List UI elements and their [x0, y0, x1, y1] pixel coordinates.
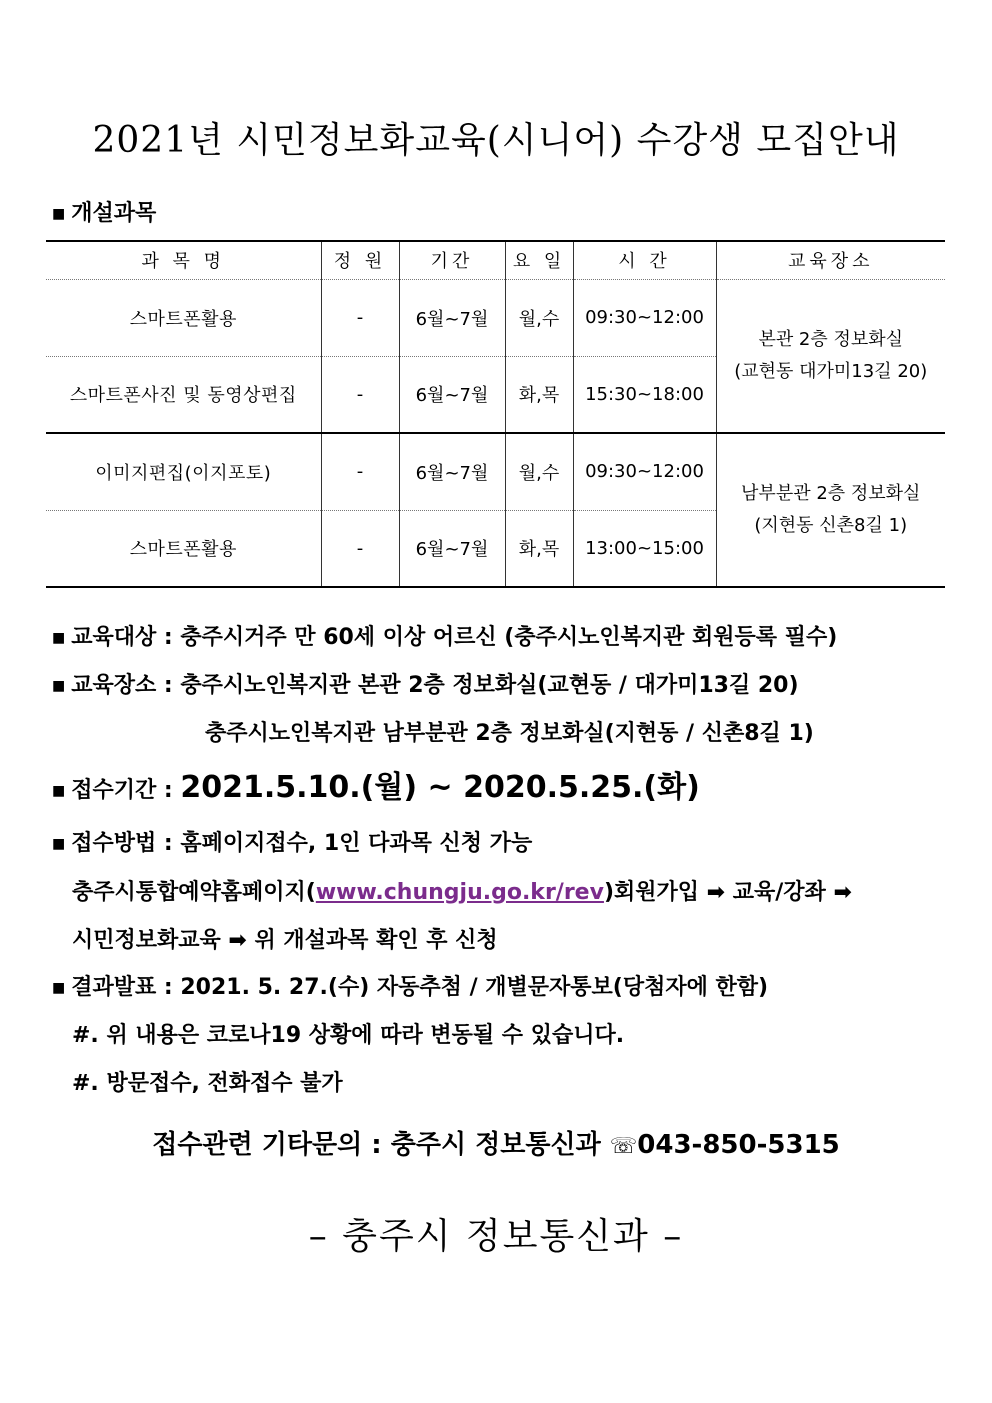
course-period: 6월~7월: [399, 279, 505, 356]
course-time: 13:00~15:00: [573, 510, 716, 587]
course-period: 6월~7월: [399, 356, 505, 433]
footer-org: – 충주시 정보통신과 –: [308, 1216, 684, 1257]
header-period: 기간: [399, 241, 505, 279]
course-capacity: -: [321, 510, 399, 587]
course-days: 화,목: [505, 356, 573, 433]
info-value: 충주시노인복지관 본관 2층 정보화실(교현동 / 대가미13길 20): [180, 673, 799, 698]
course-name: 스마트폰사진 및 동영상편집: [46, 356, 321, 433]
info-target: [52, 620, 837, 651]
course-days: 월,수: [505, 433, 573, 510]
info-label: 접수기간 :: [71, 778, 181, 803]
header-course-name: 과 목 명: [46, 241, 321, 279]
info-venue-line2: 충주시노인복지관 남부분관 2층 정보화실(지현동 / 신촌8길 1): [205, 721, 814, 746]
note-no-visit: #. 방문접수, 전화접수 불가: [72, 1071, 343, 1096]
header-time: 시 간: [573, 241, 716, 279]
section-heading-courses: [52, 196, 156, 227]
header-days: 요 일: [505, 241, 573, 279]
square-bullet-icon: ■: [52, 206, 66, 222]
location-line1: 남부분관 2층 정보화실: [741, 483, 921, 504]
info-label: 교육대상 :: [71, 625, 181, 650]
course-capacity: -: [321, 433, 399, 510]
contact-line: [0, 1124, 992, 1161]
contact-phone: 043-850-5315: [637, 1130, 840, 1160]
info-method-line2: [72, 875, 852, 906]
info-value: 2021. 5. 27.(수) 자동추첨 / 개별문자통보(당첨자에 한함): [180, 975, 769, 1000]
info-period: [52, 762, 700, 806]
info-value: 충주시거주 만 60세 이상 어르신 (충주시노인복지관 회원등록 필수): [180, 625, 838, 650]
course-time: 09:30~12:00: [573, 279, 716, 356]
info-result: [52, 970, 768, 1001]
location-line2: (교현동 대가미13길 20): [734, 360, 928, 382]
course-name: 이미지편집(이지포토): [46, 433, 321, 510]
info-label: 접수방법 :: [71, 831, 181, 856]
info-value: 2021.5.10.(월) ~ 2020.5.25.(화): [180, 770, 700, 805]
note-covid: #. 위 내용은 코로나19 상황에 따라 변동될 수 있습니다.: [72, 1023, 625, 1048]
location-line2: (지현동 신촌8길 1): [754, 515, 908, 536]
course-days: 화,목: [505, 510, 573, 587]
course-period: 6월~7월: [399, 433, 505, 510]
reservation-link[interactable]: www.chungju.go.kr/rev: [315, 880, 604, 905]
square-bullet-icon: ■: [52, 678, 66, 694]
course-time: 15:30~18:00: [573, 356, 716, 433]
method-suffix: )회원가입 ➡ 교육/강좌 ➡: [603, 880, 852, 905]
info-method: [52, 826, 532, 857]
info-method-line3: 시민정보화교육 ➡ 위 개설과목 확인 후 신청: [72, 928, 498, 953]
course-capacity: -: [321, 356, 399, 433]
location-line1: 본관 2층 정보화실: [758, 328, 904, 350]
course-capacity: -: [321, 279, 399, 356]
table-header-row: [46, 241, 945, 279]
course-name: 스마트폰활용: [46, 510, 321, 587]
course-name: 스마트폰활용: [46, 279, 321, 356]
header-location: 교육장소: [716, 241, 945, 279]
square-bullet-icon: ■: [52, 980, 66, 996]
method-prefix: 충주시통합예약홈페이지(: [72, 880, 316, 905]
info-venue: [52, 668, 799, 699]
phone-icon: ☏: [609, 1134, 638, 1159]
course-time: 09:30~12:00: [573, 433, 716, 510]
contact-label: 접수관련 기타문의 : 충주시 정보통신과: [152, 1130, 610, 1160]
table-row: [46, 433, 945, 510]
course-days: 월,수: [505, 279, 573, 356]
table-row: [46, 279, 945, 356]
info-label: 결과발표 :: [71, 975, 181, 1000]
course-location: [716, 433, 945, 587]
header-capacity: 정 원: [321, 241, 399, 279]
square-bullet-icon: ■: [52, 630, 66, 646]
info-value: 홈페이지접수, 1인 다과목 신청 가능: [180, 831, 533, 856]
courses-table: [46, 240, 945, 588]
square-bullet-icon: ■: [52, 836, 66, 852]
section-heading-label: 개설과목: [71, 201, 157, 226]
course-location: [716, 279, 945, 433]
square-bullet-icon: ■: [52, 783, 66, 799]
info-label: 교육장소 :: [71, 673, 181, 698]
page-title: 2021년 시민정보화교육(시니어) 수강생 모집안내: [92, 120, 900, 161]
course-period: 6월~7월: [399, 510, 505, 587]
